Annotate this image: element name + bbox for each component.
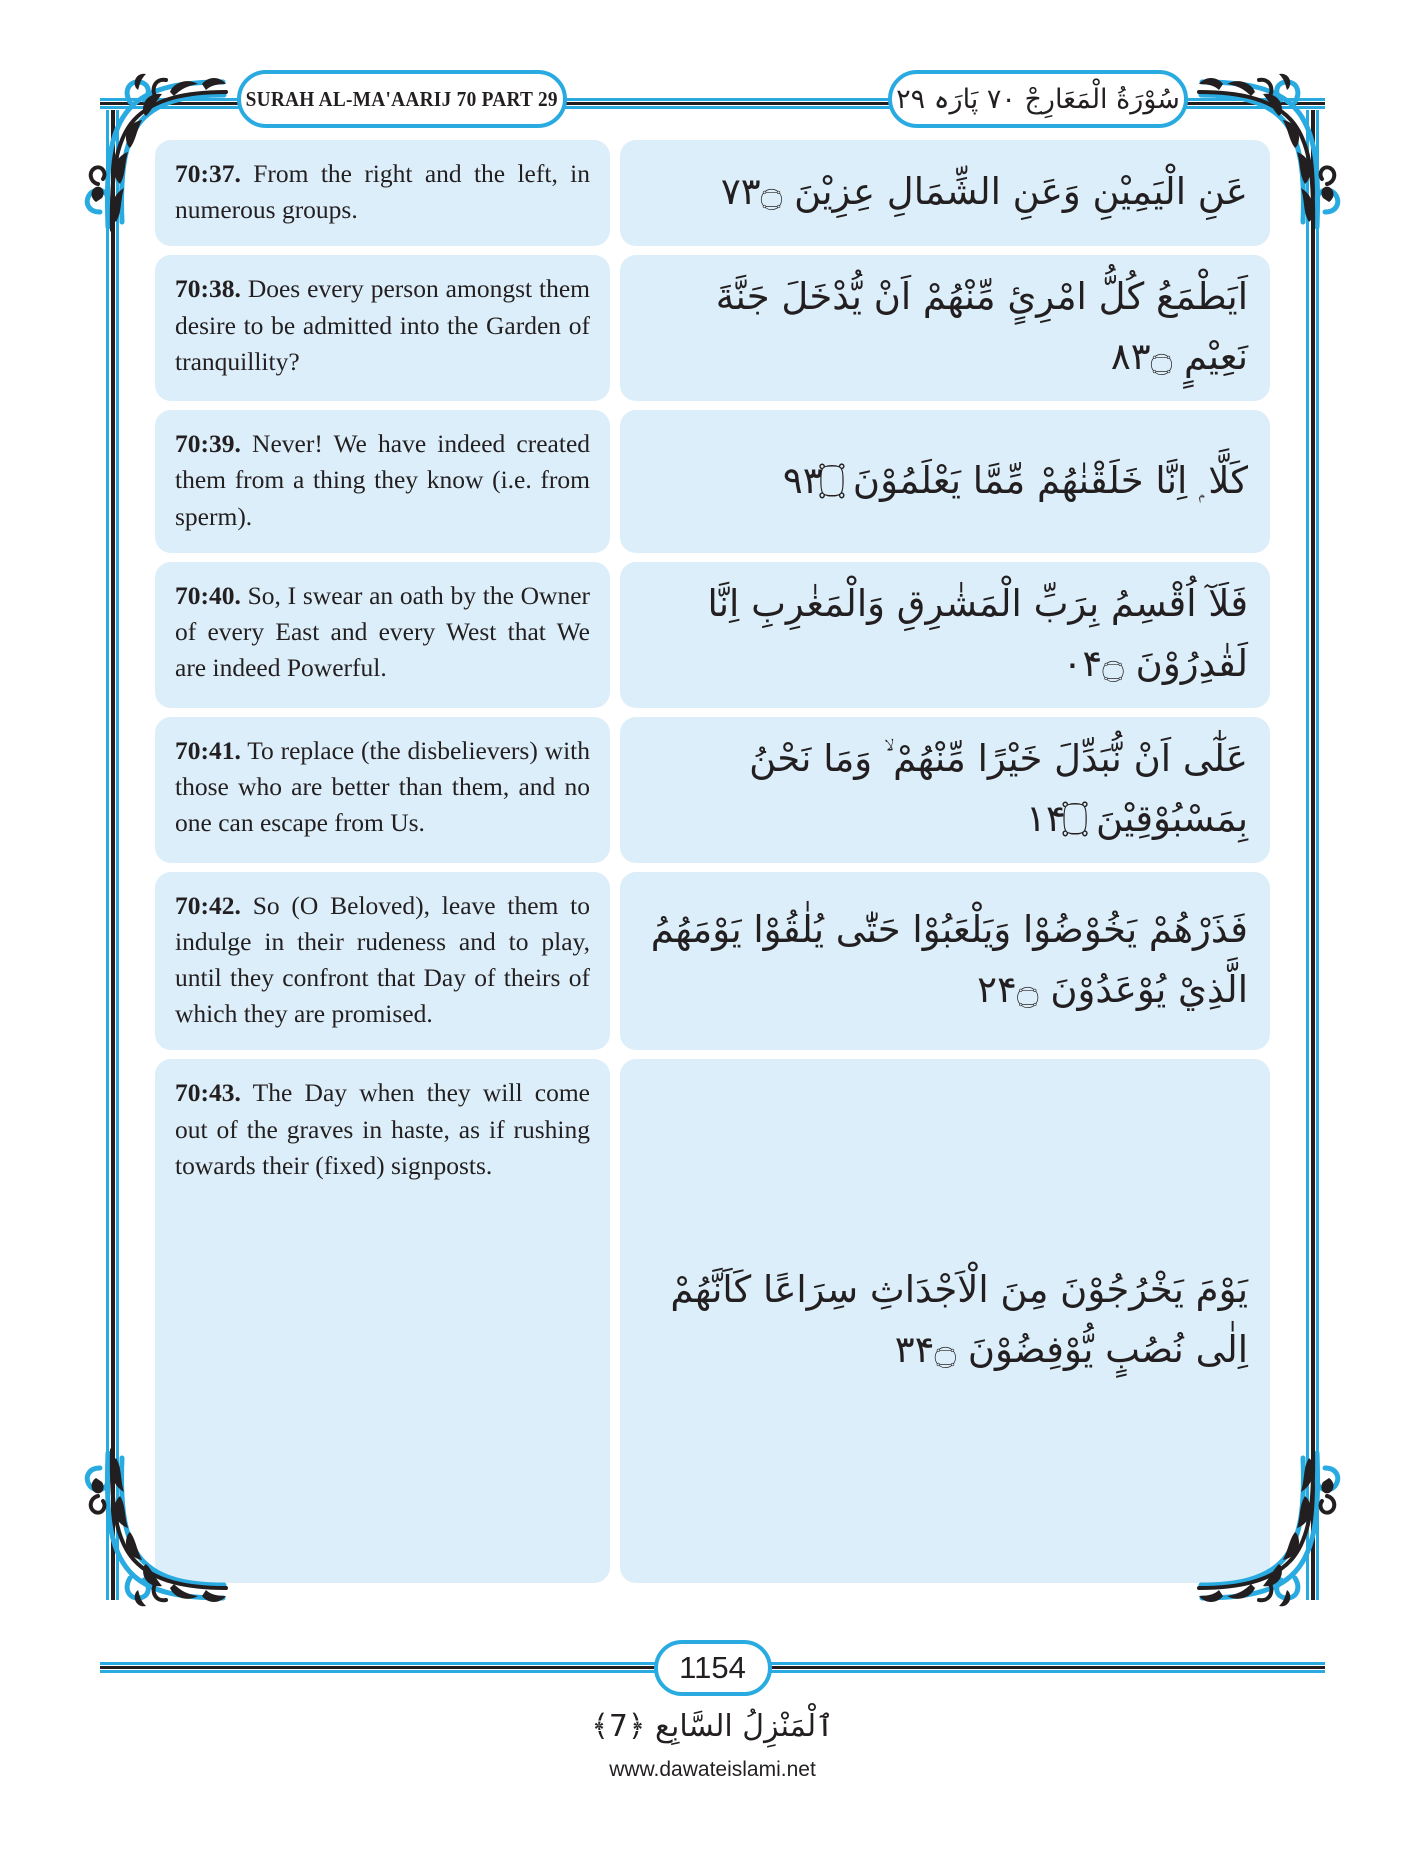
page-number: 1154: [679, 1650, 746, 1685]
verse-arabic-cell: [620, 140, 1270, 246]
corner-ornament-bottom-left-icon: [78, 1448, 228, 1618]
verse-translation-cell: [155, 872, 610, 1051]
verse-arabic: عَنِ الْيَمِيْنِ وَعَنِ الشِّمَالِ عِزِيْنَ ۝۳۷: [720, 170, 1248, 214]
page-footer: [0, 1590, 1425, 1850]
website-url: www.dawateislami.net: [609, 1758, 816, 1781]
verse-row: [155, 717, 1270, 863]
corner-ornament-bottom-right-icon: [1197, 1448, 1347, 1618]
page-header: [100, 70, 1325, 132]
verse-translation-cell: [155, 255, 610, 401]
verse-number: 70:41.: [175, 735, 241, 765]
verse-number: 70:39.: [175, 429, 241, 459]
verse-row: [155, 562, 1270, 708]
verse-number: 70:43.: [175, 1078, 241, 1108]
manzil-label: ٱلْمَنْزِلُ السَّابِع ﴿7﴾: [591, 1709, 834, 1744]
verse-arabic-cell: [620, 717, 1270, 863]
verse-translation: [175, 733, 590, 842]
verse-arabic: اَيَطْمَعُ كُلُّ امْرِیٍٔ مِّنْهُمْ اَنْ يُّدْخَلَ جَنَّةَ نَعِيْمٍ ۝۳۸: [715, 275, 1248, 379]
verse-arabic-cell: [620, 872, 1270, 1051]
verse-arabic: يَوْمَ يَخْرُجُوْنَ مِنَ الْاَجْدَاثِ سِرَاعًا كَاَنَّهُمْ اِلٰى نُصُبٍ يُّوْفِضُوْنَ ۝۴۳: [670, 1268, 1248, 1372]
verse-arabic: فَذَرْهُمْ يَخُوْضُوْا وَيَلْعَبُوْا حَتّٰى يُلٰقُوْا يَوْمَهُمُ الَّذِيْ يُوْعَدُوْنَ ۝۴۲: [650, 908, 1248, 1012]
verse-translation: [175, 578, 590, 687]
surah-title-urdu: سُوْرَةُ الْمَعَارِجْ ۷۰ پَارَہ ۲۹: [896, 83, 1180, 115]
verse-arabic-cell: [620, 410, 1270, 553]
verse-arabic: فَلَآ اُقْسِمُ بِرَبِّ الْمَشٰرِقِ وَالْمَغٰرِبِ اِنَّا لَقٰدِرُوْنَ ۝۴۰: [707, 581, 1248, 685]
page-number-badge: [654, 1640, 772, 1696]
surah-title-urdu-badge: [888, 70, 1188, 128]
verse-number: 70:37.: [175, 159, 241, 188]
verse-translation-cell: [155, 410, 610, 553]
verse-translation: [175, 1075, 590, 1184]
verse-row: [155, 1059, 1270, 1583]
verse-arabic-cell: [620, 255, 1270, 401]
verse-translation-cell: [155, 562, 610, 708]
verse-text: So (O Beloved), leave them to indulge in their rudeness and to play, until they confront that Day of theirs of which they are promised.: [175, 890, 591, 1029]
corner-ornament-top-left-icon: [78, 62, 228, 232]
verse-row: [155, 140, 1270, 246]
verse-translation: [175, 426, 590, 535]
verse-number: 70:38.: [175, 274, 241, 304]
verse-number: 70:40.: [175, 580, 241, 610]
frame-rule-right: [1306, 110, 1319, 1600]
verse-text: Never! We have indeed created them from a thing they know (i.e. from sperm).: [175, 429, 591, 531]
verse-arabic-cell: [620, 562, 1270, 708]
surah-title-english: SURAH AL-MA'AARIJ 70 PART 29: [245, 86, 559, 111]
verse-arabic: عَلٰٓى اَنْ نُّبَدِّلَ خَيْرًا مِّنْهُمْ ۙ وَمَا نَحْنُ بِمَسْبُوْقِيْنَ ۝۴۱: [749, 736, 1248, 840]
verse-list: [155, 140, 1270, 1592]
verse-number: 70:42.: [175, 890, 241, 920]
corner-ornament-top-right-icon: [1197, 62, 1347, 232]
verse-text: From the right and the left, in numerous groups.: [175, 159, 591, 225]
verse-row: [155, 255, 1270, 401]
verse-translation: [175, 271, 590, 380]
frame-rule-left: [106, 110, 119, 1600]
verse-text: To replace (the disbelievers) with those who are better than them, and no one can escape from Us.: [175, 735, 590, 838]
verse-text: The Day when they will come out of the graves in haste, as if rushing towards their (fixed) signposts.: [175, 1078, 590, 1180]
verse-arabic: كَلَّا ۭ اِنَّا خَلَقْنٰهُمْ مِّمَّا يَعْلَمُوْنَ ۝۳۹: [782, 458, 1248, 502]
verse-text: So, I swear an oath by the Owner of every East and every West that We are indeed Powerful.: [175, 580, 591, 683]
surah-title-english-badge: [237, 70, 567, 128]
verse-translation: [175, 156, 590, 228]
verse-arabic-cell: [620, 1059, 1270, 1583]
verse-text: Does every person amongst them desire to be admitted into the Garden of tranquillity?: [175, 274, 591, 376]
verse-translation: [175, 888, 590, 1033]
verse-row: [155, 872, 1270, 1051]
verse-row: [155, 410, 1270, 553]
verse-translation-cell: [155, 717, 610, 863]
